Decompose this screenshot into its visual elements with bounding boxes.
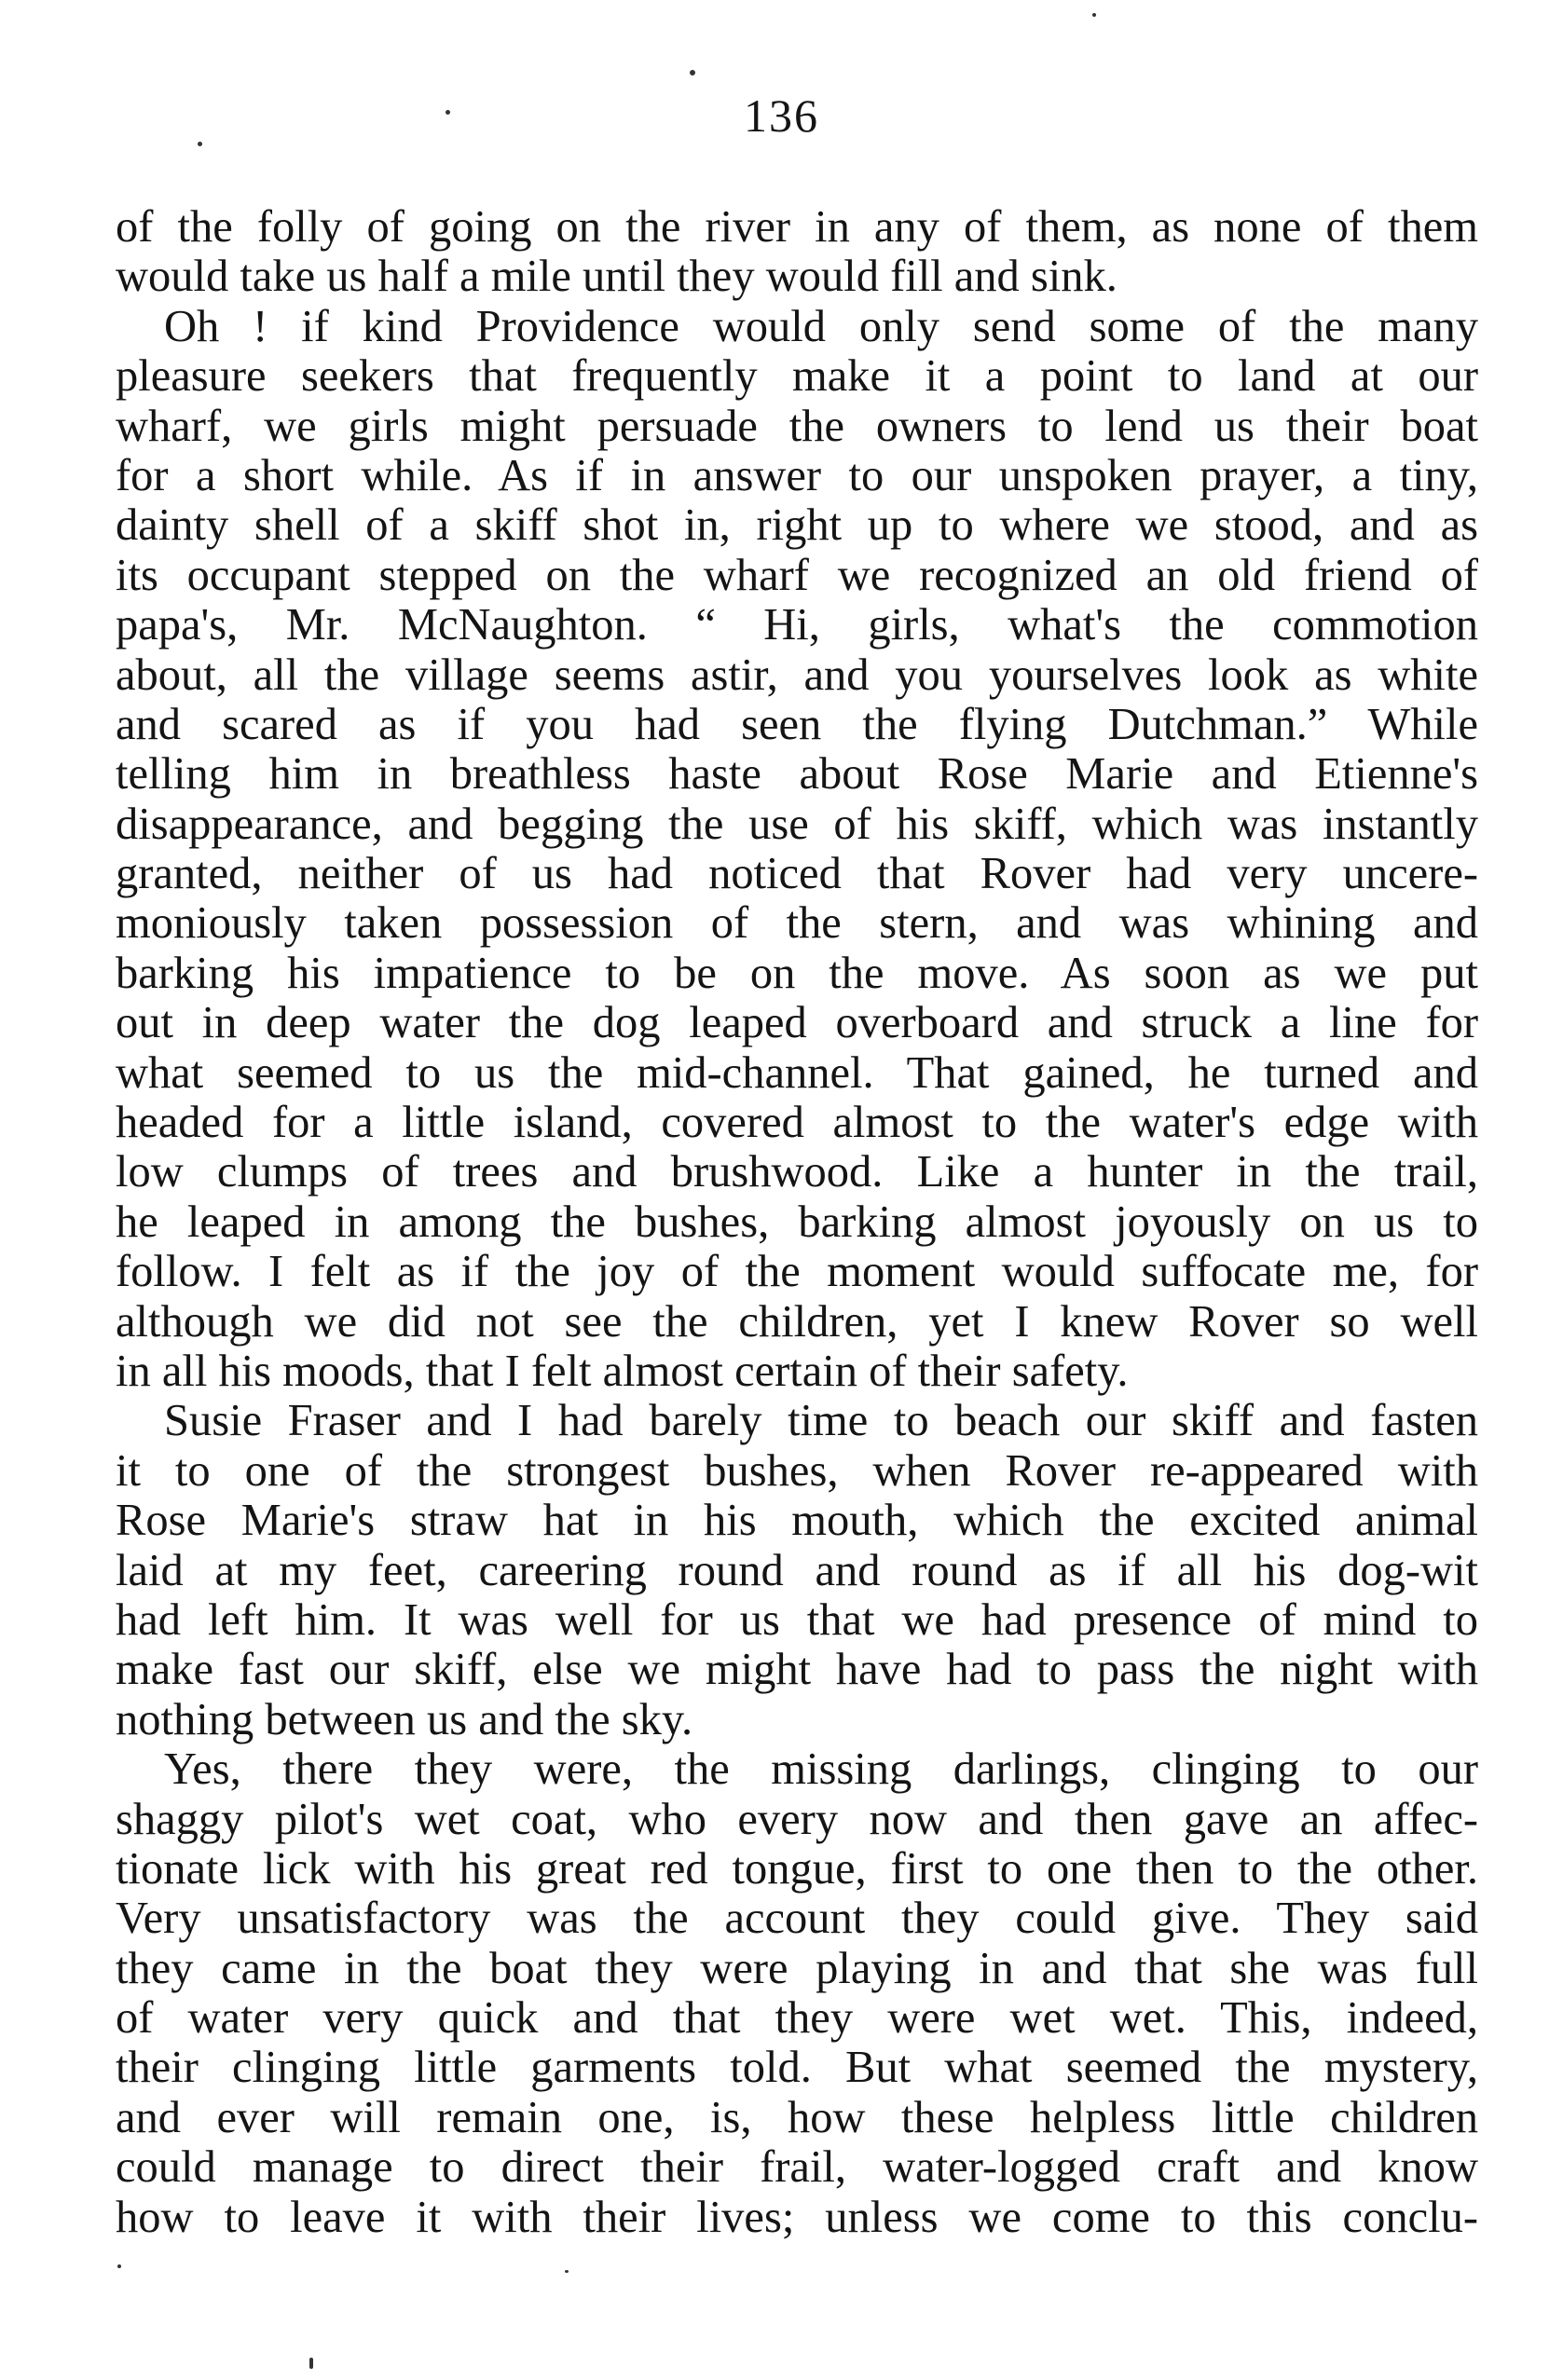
text-line: about, all the village seems astir, and you yourselves look as white bbox=[116, 650, 1478, 700]
text-line: dainty shell of a skiff shot in, right up to where we stood, and as bbox=[116, 500, 1478, 551]
text-line: they came in the boat they were playing in and that she was full bbox=[116, 1943, 1478, 1993]
ink-speck bbox=[690, 70, 695, 75]
body-text bbox=[116, 202, 1478, 2242]
text-line: wharf, we girls might persuade the owners to lend us their boat bbox=[116, 401, 1478, 451]
ink-speck bbox=[198, 142, 202, 146]
text-line: Oh ! if kind Providence would only send some of the many bbox=[164, 301, 1478, 351]
ink-speck bbox=[446, 110, 450, 115]
text-line: Yes, there they were, the missing darlings, clinging to our bbox=[164, 1744, 1478, 1795]
ink-speck bbox=[117, 2264, 121, 2268]
text-line: and ever will remain one, is, how these helpless little children bbox=[116, 2092, 1478, 2142]
text-line: Very unsatisfactory was the account they could give. They said bbox=[116, 1894, 1478, 1944]
text-line: pleasure seekers that frequently make it a point to land at our bbox=[116, 351, 1478, 402]
ink-speck bbox=[309, 2358, 313, 2369]
text-line: had left him. It was well for us that we had presence of mind to bbox=[116, 1594, 1478, 1645]
text-line: granted, neither of us had noticed that Rover had very uncere- bbox=[116, 849, 1478, 899]
text-line: although we did not see the children, yet I knew Rover so well bbox=[116, 1296, 1478, 1347]
text-line: make fast our skiff, else we might have had to pass the night with bbox=[116, 1645, 1478, 1695]
text-line: it to one of the strongest bushes, when Rover re-appeared with bbox=[116, 1445, 1478, 1496]
ink-speck bbox=[565, 2270, 569, 2273]
text-line: of water very quick and that they were wet wet. This, indeed, bbox=[116, 1993, 1478, 2044]
text-line: low clumps of trees and brushwood. Like a hunter in the trail, bbox=[116, 1147, 1478, 1197]
text-line: papa's, Mr. McNaughton. “ Hi, girls, what's the commotion bbox=[116, 600, 1478, 650]
text-line: would take us half a mile until they would fill and sink. bbox=[116, 252, 1117, 302]
text-line: could manage to direct their frail, water-logged craft and know bbox=[116, 2142, 1478, 2193]
text-line: follow. I felt as if the joy of the moment would suffocate me, for bbox=[116, 1247, 1478, 1297]
text-line: Rose Marie's straw hat in his mouth, which the excited animal bbox=[116, 1496, 1478, 1546]
text-line: shaggy pilot's wet coat, who every now and then gave an affec- bbox=[116, 1794, 1478, 1844]
text-line: headed for a little island, covered almost to the water's edge with bbox=[116, 1098, 1478, 1148]
text-line: how to leave it with their lives; unless we come to this conclu- bbox=[116, 2192, 1478, 2242]
text-line: he leaped in among the bushes, barking almost joyously on us to bbox=[116, 1197, 1478, 1247]
page-number: 136 bbox=[744, 89, 819, 142]
text-line: its occupant stepped on the wharf we recognized an old friend of bbox=[116, 550, 1478, 600]
text-line: moniously taken possession of the stern, and was whining and bbox=[116, 898, 1478, 949]
text-line: their clinging little garments told. But what seemed the mystery, bbox=[116, 2043, 1478, 2093]
text-line: nothing between us and the sky. bbox=[116, 1694, 693, 1744]
ink-speck bbox=[1092, 13, 1096, 17]
text-line: disappearance, and begging the use of his skiff, which was instantly bbox=[116, 799, 1478, 849]
text-line: out in deep water the dog leaped overboard and struck a line for bbox=[116, 998, 1478, 1048]
text-line: for a short while. As if in answer to our unspoken prayer, a tiny, bbox=[116, 450, 1478, 500]
text-line: what seemed to us the mid-channel. That gained, he turned and bbox=[116, 1047, 1478, 1098]
text-line: of the folly of going on the river in any of them, as none of them bbox=[116, 202, 1478, 252]
text-line: telling him in breathless haste about Rose Marie and Etienne's bbox=[116, 749, 1478, 800]
text-line: Susie Fraser and I had barely time to beach our skiff and fasten bbox=[164, 1396, 1478, 1446]
text-line: barking his impatience to be on the move. As soon as we put bbox=[116, 948, 1478, 998]
text-line: laid at my feet, careering round and round as if all his dog-wit bbox=[116, 1545, 1478, 1595]
text-line: tionate lick with his great red tongue, first to one then to the other. bbox=[116, 1843, 1478, 1894]
text-line: in all his moods, that I felt almost certain of their safety. bbox=[116, 1346, 1129, 1396]
text-line: and scared as if you had seen the flying Dutchman.” While bbox=[116, 699, 1478, 749]
